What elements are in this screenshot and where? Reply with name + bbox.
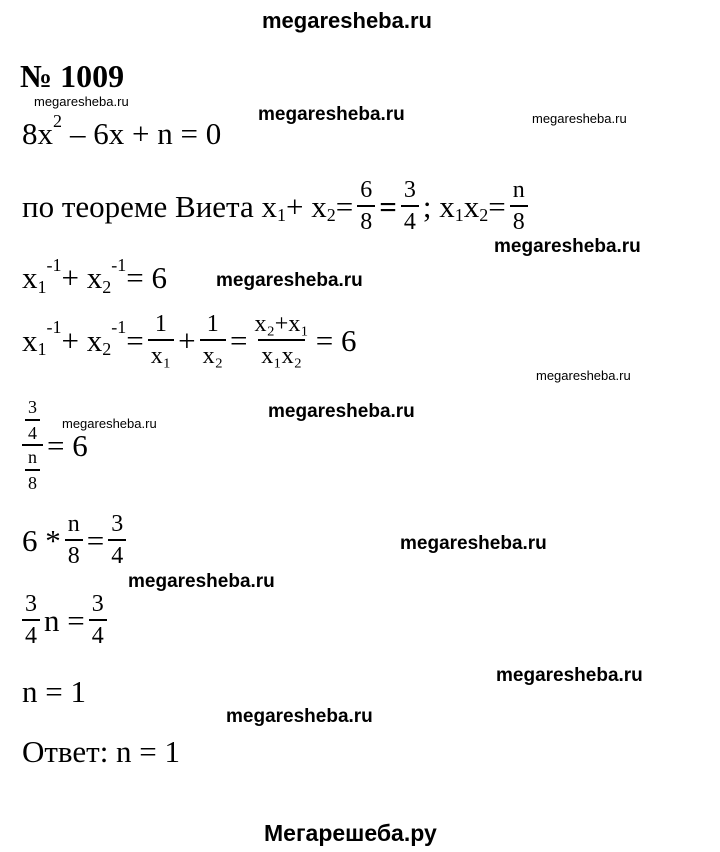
denominator: 4 bbox=[401, 205, 419, 234]
watermark: megaresheba.ru bbox=[34, 94, 129, 109]
text: + x bbox=[286, 188, 327, 224]
denominator: 4 bbox=[22, 619, 40, 648]
vieta-line bbox=[22, 178, 532, 234]
fraction bbox=[148, 312, 174, 368]
watermark: megaresheba.ru bbox=[216, 270, 363, 291]
numerator: n bbox=[28, 447, 37, 467]
equation-line bbox=[22, 512, 130, 568]
fraction bbox=[200, 312, 226, 368]
numerator bbox=[22, 398, 43, 444]
denominator: 4 bbox=[89, 619, 107, 648]
exponent: -1 bbox=[111, 254, 127, 275]
subscript: 1 bbox=[37, 339, 47, 359]
equation-line bbox=[22, 254, 167, 297]
denominator: 8 bbox=[357, 205, 375, 234]
watermark-top[interactable]: megaresheba.ru bbox=[262, 8, 432, 33]
text: x bbox=[22, 260, 38, 295]
fraction bbox=[401, 178, 419, 234]
fraction bbox=[65, 512, 83, 568]
numerator: 3 bbox=[25, 591, 37, 617]
denominator: x₁ bbox=[148, 339, 174, 368]
text: по теореме Виета x bbox=[22, 188, 277, 224]
text: x bbox=[463, 188, 480, 224]
numerator: 1 bbox=[206, 311, 219, 337]
subscript: 2 bbox=[326, 205, 336, 225]
text: x bbox=[22, 322, 38, 358]
text: + x bbox=[61, 260, 103, 295]
text: + bbox=[178, 322, 196, 358]
fraction bbox=[251, 312, 311, 368]
subscript: 2 bbox=[479, 205, 489, 225]
subscript: 1 bbox=[454, 205, 464, 225]
numerator: x₂+x₁ bbox=[254, 311, 309, 337]
watermark: megaresheba.ru bbox=[532, 111, 627, 126]
fraction bbox=[25, 448, 40, 492]
fraction bbox=[89, 592, 107, 648]
exponent: -1 bbox=[46, 254, 62, 275]
problem-number: № 1009 bbox=[20, 58, 125, 94]
denominator: 8 bbox=[510, 205, 528, 234]
nested-fraction bbox=[22, 398, 43, 492]
text: = bbox=[126, 322, 144, 358]
denominator: 4 bbox=[25, 419, 40, 442]
equation-line bbox=[22, 312, 356, 368]
numerator: 3 bbox=[111, 511, 124, 537]
fraction bbox=[510, 178, 528, 234]
numerator: 1 bbox=[154, 311, 167, 337]
watermark: megaresheba.ru bbox=[268, 401, 415, 422]
fraction bbox=[357, 178, 375, 234]
watermark: megaresheba.ru bbox=[62, 416, 157, 431]
exponent: -1 bbox=[46, 317, 62, 337]
subscript: 2 bbox=[102, 276, 112, 297]
watermark: megaresheba.ru bbox=[494, 236, 641, 257]
subscript: 2 bbox=[102, 339, 112, 359]
text: = bbox=[335, 188, 354, 224]
text: = 6 bbox=[126, 260, 167, 295]
watermark: megaresheba.ru bbox=[258, 104, 405, 125]
numerator: 6 bbox=[360, 177, 373, 203]
numerator: 3 bbox=[403, 177, 416, 203]
watermark: megaresheba.ru bbox=[400, 533, 547, 554]
subscript: 1 bbox=[277, 205, 286, 225]
numerator: 3 bbox=[28, 397, 37, 417]
watermark-bottom[interactable]: Мегарешеба.ру bbox=[264, 820, 437, 846]
answer-line: Ответ: n = 1 bbox=[22, 734, 181, 769]
text: ; x bbox=[422, 188, 455, 224]
exponent: 2 bbox=[53, 110, 62, 131]
equation-line: n = 1 bbox=[22, 674, 86, 709]
text: = bbox=[488, 188, 506, 224]
watermark: megaresheba.ru bbox=[496, 665, 643, 686]
watermark: megaresheba.ru bbox=[226, 706, 373, 727]
term: – 6x + n = 0 bbox=[70, 116, 222, 151]
subscript: 1 bbox=[37, 276, 47, 297]
fraction bbox=[22, 592, 40, 648]
equation-line bbox=[22, 110, 222, 151]
denominator: x₁x₂ bbox=[258, 339, 305, 368]
denominator: 8 bbox=[25, 469, 40, 492]
text: = bbox=[229, 322, 248, 358]
denominator: 8 bbox=[65, 539, 83, 568]
watermark: megaresheba.ru bbox=[536, 368, 631, 383]
text: 6 * bbox=[22, 522, 61, 558]
exponent: -1 bbox=[111, 317, 127, 337]
text: = 6 bbox=[315, 322, 357, 358]
fraction bbox=[108, 512, 126, 568]
fraction bbox=[25, 398, 40, 442]
denominator: 4 bbox=[108, 539, 126, 568]
equation-line bbox=[22, 398, 88, 492]
term: 8x bbox=[22, 116, 53, 151]
numerator: 3 bbox=[91, 591, 104, 617]
text: = bbox=[86, 522, 105, 558]
numerator: n bbox=[512, 177, 525, 203]
denominator bbox=[22, 444, 43, 492]
text: + x bbox=[61, 322, 103, 358]
text: = 6 bbox=[47, 427, 88, 463]
text: n = bbox=[44, 602, 85, 638]
text: = bbox=[379, 188, 397, 224]
equation-line bbox=[22, 592, 111, 648]
watermark: megaresheba.ru bbox=[128, 571, 275, 592]
numerator: n bbox=[67, 511, 80, 537]
denominator: x₂ bbox=[200, 339, 226, 368]
